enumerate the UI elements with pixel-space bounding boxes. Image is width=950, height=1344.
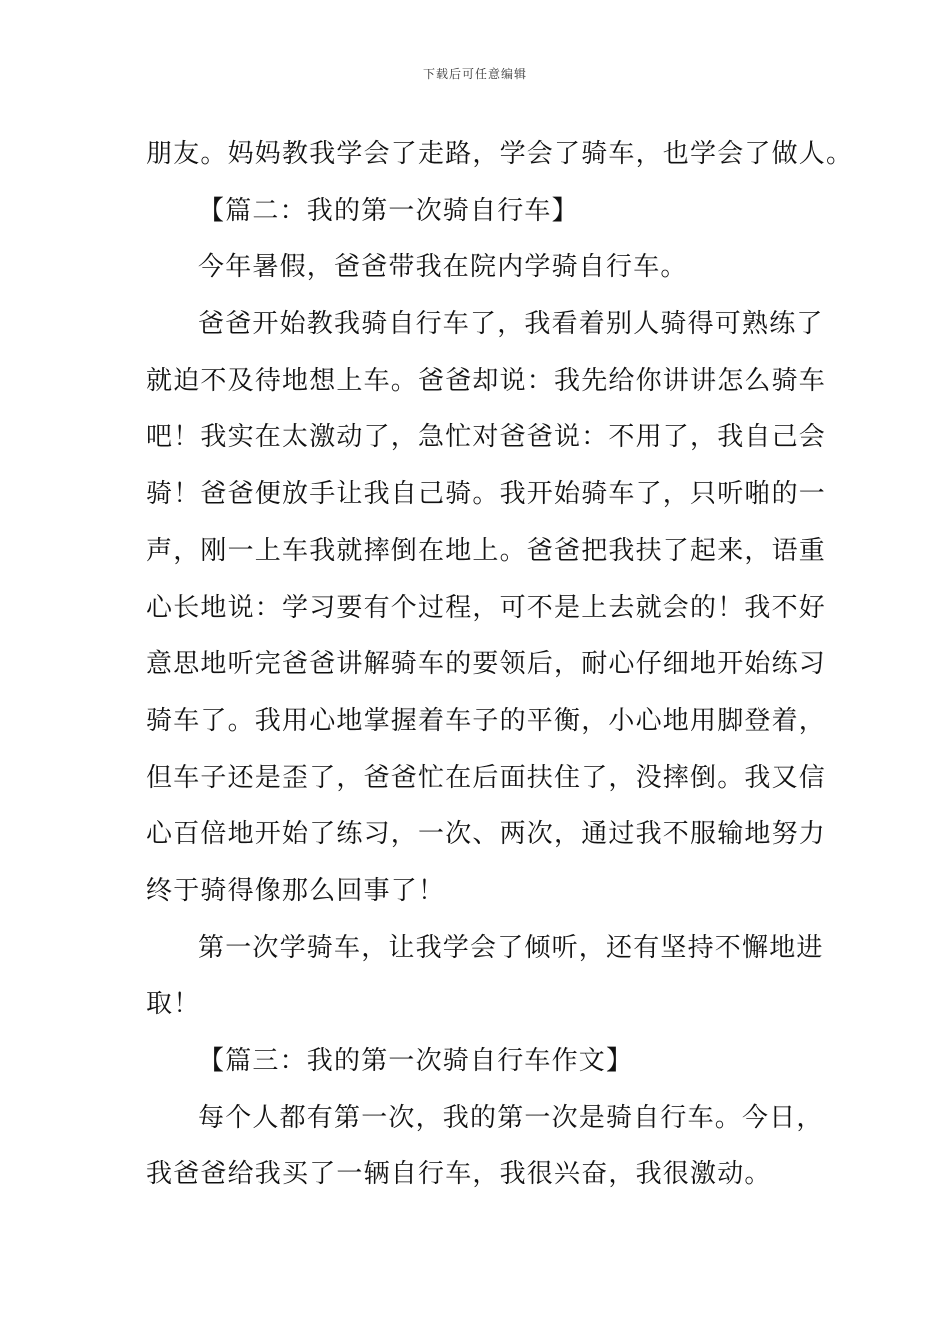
document-body	[146, 126, 854, 1203]
paragraph-line: 声，刚一上车我就摔倒在地上。爸爸把我扶了起来，语重	[146, 535, 827, 566]
paragraph-line: 朋友。妈妈教我学会了走路，学会了骑车，也学会了做人。	[146, 139, 854, 169]
paragraph-line: 就迫不及待地想上车。爸爸却说：我先给你讲讲怎么骑车	[146, 365, 827, 396]
paragraph-line: 心百倍地开始了练习，一次、两次，通过我不服输地努力	[146, 819, 827, 850]
paragraph-line: 骑车了。我用心地掌握着车子的平衡，小心地用脚登着，	[146, 705, 827, 736]
paragraph-line: 意思地听完爸爸讲解骑车的要领后，耐心仔细地开始练习	[146, 649, 827, 680]
paragraph-line: 每个人都有第一次，我的第一次是骑自行车。今日，	[198, 1102, 824, 1133]
section-heading: 【篇三：我的第一次骑自行车作文】	[198, 1046, 634, 1076]
paragraph-line: 心长地说：学习要有个过程，可不是上去就会的！我不好	[146, 592, 827, 623]
page-header: 下载后可任意编辑	[422, 67, 527, 81]
paragraph-line: 今年暑假，爸爸带我在院内学骑自行车。	[198, 252, 688, 283]
paragraph-line: 第一次学骑车，让我学会了倾听，还有坚持不懈地进	[198, 932, 824, 963]
paragraph-line: 但车子还是歪了，爸爸忙在后面扶住了，没摔倒。我又信	[146, 762, 827, 793]
paragraph-line: 爸爸开始教我骑自行车了，我看着别人骑得可熟练了	[198, 309, 824, 340]
paragraph-line: 我爸爸给我买了一辆自行车，我很兴奋，我很激动。	[146, 1159, 772, 1190]
paragraph-line: 骑！爸爸便放手让我自己骑。我开始骑车了，只听啪的一	[146, 479, 827, 510]
paragraph-line: 取！	[146, 989, 201, 1020]
section-heading: 【篇二：我的第一次骑自行车】	[198, 195, 579, 226]
paragraph-line: 终于骑得像那么回事了！	[146, 875, 446, 906]
paragraph-line: 吧！我实在太激动了，急忙对爸爸说：不用了，我自己会	[146, 422, 827, 453]
